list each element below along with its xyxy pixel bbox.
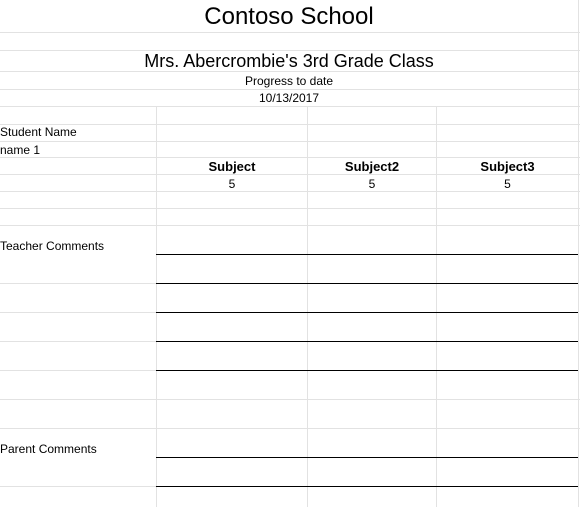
school-title: Contoso School: [204, 3, 374, 30]
gridline: [0, 208, 580, 209]
report-title: Progress to date: [244, 74, 334, 88]
gridline: [0, 341, 156, 342]
student-name-value[interactable]: name 1: [0, 143, 41, 157]
teacher-comments-label: Teacher Comments: [0, 239, 105, 253]
gridline: [0, 157, 580, 158]
gridline: [0, 174, 580, 175]
teacher-comment-line: [156, 341, 578, 342]
gridline: [0, 32, 580, 33]
subject-header-2: Subject2: [344, 159, 400, 174]
gridline: [0, 89, 580, 90]
gridline: [0, 225, 580, 226]
gridline: [0, 312, 156, 313]
subject-score-2[interactable]: 5: [368, 177, 376, 191]
gridline: [0, 399, 580, 400]
class-title: Mrs. Abercrombie's 3rd Grade Class: [144, 51, 434, 71]
teacher-comment-line: [156, 254, 578, 255]
parent-comments-label: Parent Comments: [0, 442, 97, 456]
subject-header-1: Subject: [208, 159, 256, 174]
gridline: [0, 71, 580, 72]
gridline: [0, 428, 580, 429]
gridline: [0, 370, 156, 371]
report-date: 10/13/2017: [258, 91, 320, 105]
gridline: [0, 124, 580, 125]
gridline: [0, 191, 580, 192]
subject-score-3[interactable]: 5: [504, 177, 511, 191]
subject-header-3: Subject3: [480, 159, 535, 174]
gridline: [0, 486, 156, 487]
gridline: [0, 283, 156, 284]
gridline: [578, 0, 579, 507]
parent-comment-line: [156, 457, 578, 458]
student-name-label: Student Name: [0, 125, 77, 139]
teacher-comment-line: [156, 312, 578, 313]
gridline: [0, 106, 580, 107]
parent-comment-line: [156, 486, 578, 487]
teacher-comment-line: [156, 283, 578, 284]
gridline: [0, 141, 580, 142]
subject-score-1[interactable]: 5: [228, 177, 236, 191]
teacher-comment-line: [156, 370, 578, 371]
